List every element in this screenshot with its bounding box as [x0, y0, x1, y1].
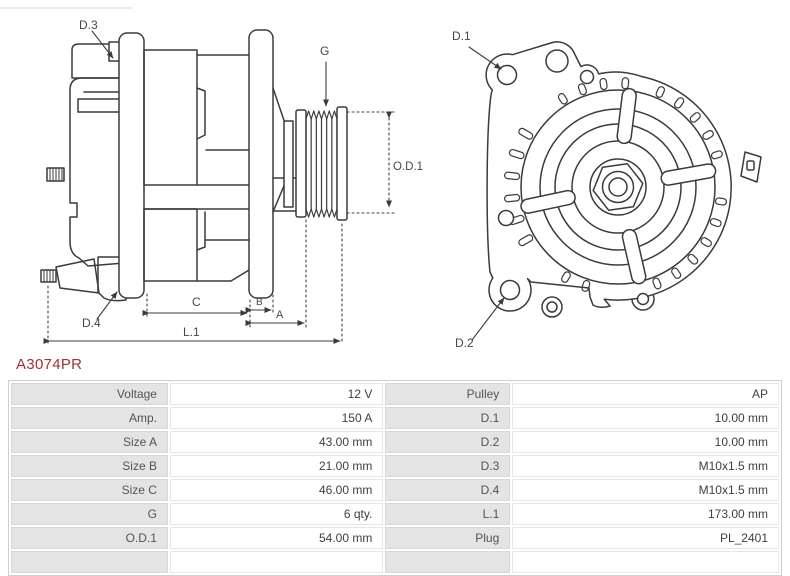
spec-value: 10.00 mm [512, 407, 779, 429]
spec-label: Pulley [385, 383, 510, 405]
spec-label: Size A [11, 431, 168, 453]
terminal-stud-bottom [41, 259, 99, 293]
spec-value: 54.00 mm [170, 527, 383, 549]
label-l1: L.1 [183, 325, 200, 339]
label-d4: D.4 [82, 316, 101, 330]
spec-label: Plug [385, 527, 510, 549]
front-view-labels [452, 29, 474, 350]
spec-row [11, 431, 779, 453]
spec-table [8, 380, 782, 576]
rear-bracket-leg [119, 33, 144, 298]
spec-value: M10x1.5 mm [512, 455, 779, 477]
d4-leader-line [97, 292, 117, 319]
spec-value: M10x1.5 mm [512, 479, 779, 501]
label-d3: D.3 [79, 18, 98, 32]
spec-row [11, 503, 779, 525]
spec-value: 12 V [170, 383, 383, 405]
spec-value: 21.00 mm [170, 455, 383, 477]
label-od1: O.D.1 [393, 161, 424, 173]
spec-value: 10.00 mm [512, 431, 779, 453]
spec-label: D.3 [385, 455, 510, 477]
spec-value: 46.00 mm [170, 479, 383, 501]
label-d1: D.1 [452, 29, 471, 43]
part-number: A3074PR [16, 356, 83, 373]
d2-leader-line [472, 298, 504, 340]
shaft-bore [609, 178, 627, 196]
terminal-stud-top [47, 168, 64, 181]
spec-label: Size B [11, 455, 168, 477]
shaft-washer [284, 121, 293, 207]
pulley [296, 107, 347, 220]
label-g: G [320, 44, 330, 58]
label-c: C [192, 295, 201, 309]
spec-value: 43.00 mm [170, 431, 383, 453]
d2-hole [501, 281, 520, 300]
label-d2: D.2 [455, 336, 474, 350]
spec-label: Voltage [11, 383, 168, 405]
spec-label: G [11, 503, 168, 525]
spec-value: AP [512, 383, 779, 405]
spec-row [11, 455, 779, 477]
spec-value: 6 qty. [170, 503, 383, 525]
spec-label: D.2 [385, 431, 510, 453]
spec-value: 173.00 mm [512, 503, 779, 525]
stator-body [144, 50, 249, 281]
spec-row [11, 383, 779, 405]
spec-value [512, 551, 779, 573]
spec-label: Amp. [11, 407, 168, 429]
spec-label: D.1 [385, 407, 510, 429]
spec-value: 150 A [170, 407, 383, 429]
spec-row [11, 527, 779, 549]
alternator-front-view [486, 42, 761, 317]
alternator-side-view [41, 30, 347, 301]
spec-label: L.1 [385, 503, 510, 525]
spec-row [11, 407, 779, 429]
spec-label: D.4 [385, 479, 510, 501]
label-a: A [276, 309, 284, 321]
spec-row [11, 479, 779, 501]
front-bracket-leg [249, 30, 273, 298]
spec-value [170, 551, 383, 573]
spec-label: Size C [11, 479, 168, 501]
spec-value: PL_2401 [512, 527, 779, 549]
spec-label [11, 551, 168, 573]
label-b: B [256, 297, 263, 308]
spec-label [385, 551, 510, 573]
spec-row-partial [11, 551, 779, 573]
terminal-block [78, 92, 124, 112]
spec-label: O.D.1 [11, 527, 168, 549]
